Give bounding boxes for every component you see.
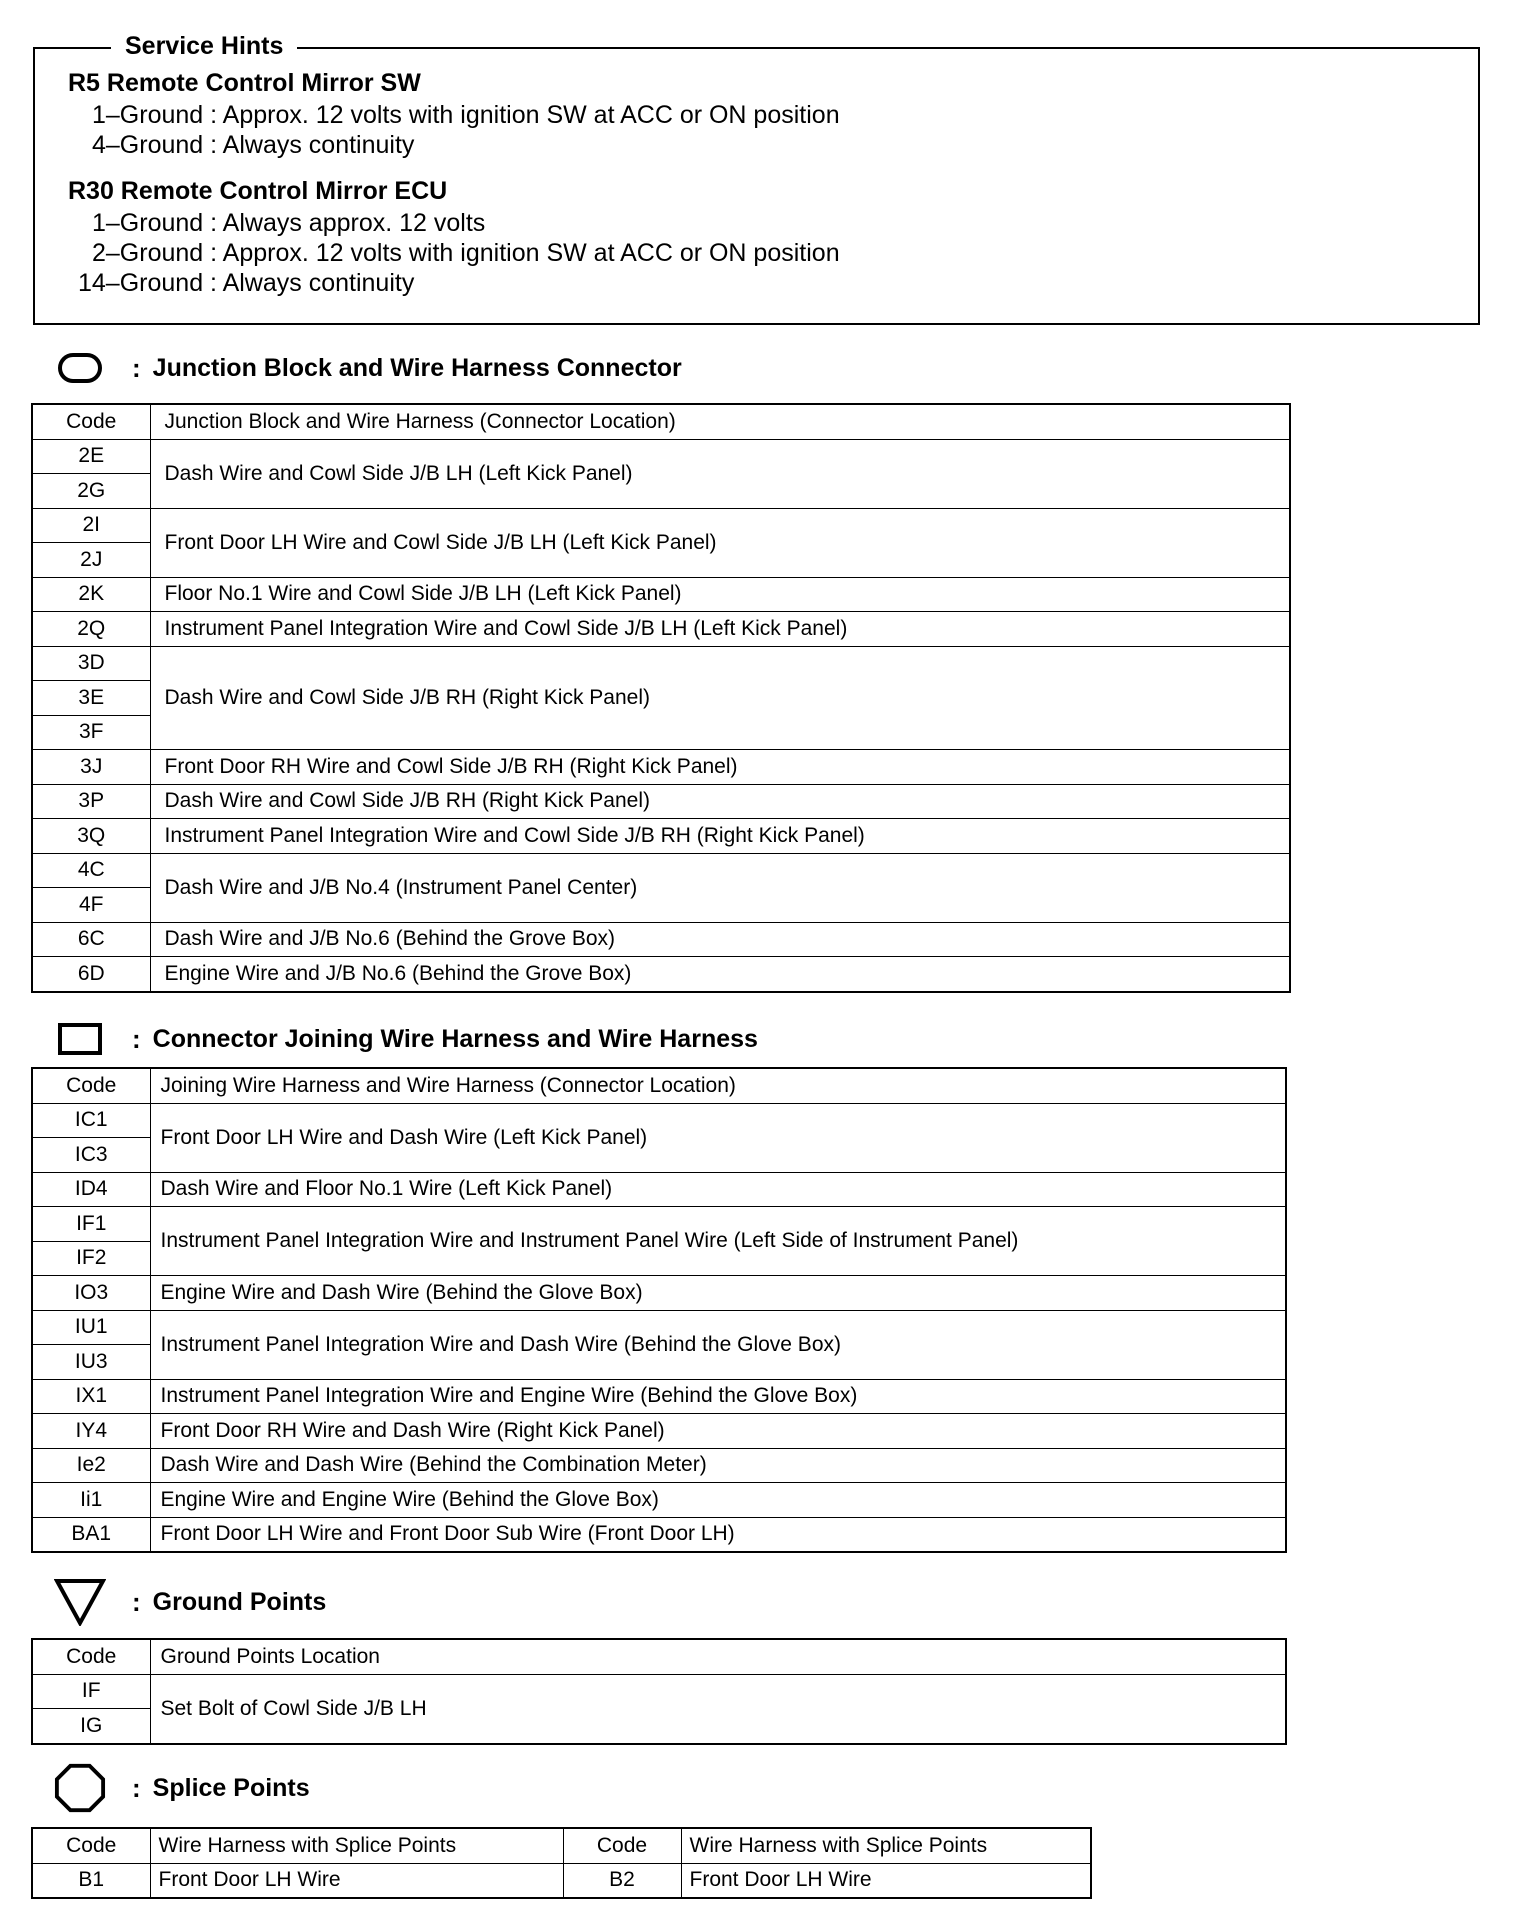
header-desc: Junction Block and Wire Harness (Connector Location) <box>150 404 1290 439</box>
header-desc: Ground Points Location <box>150 1639 1286 1674</box>
code-cell: 6C <box>32 922 150 957</box>
section-colon: : <box>132 352 141 383</box>
header-desc: Wire Harness with Splice Points <box>150 1828 563 1863</box>
table-row <box>32 1207 1286 1242</box>
code-cell: B2 <box>563 1863 681 1898</box>
table-row <box>32 508 1290 543</box>
hint-heading-r5: R5 Remote Control Mirror SW <box>68 69 421 97</box>
desc-cell: Front Door RH Wire and Cowl Side J/B RH (Right Kick Panel) <box>150 750 1290 785</box>
table-row <box>32 1448 1286 1483</box>
square-icon <box>54 1019 106 1059</box>
code-cell: IU3 <box>32 1345 150 1380</box>
hint-pin: 4–Ground : <box>92 131 218 159</box>
connector-table <box>31 1067 1287 1553</box>
splice-table <box>31 1827 1092 1899</box>
code-cell: 3E <box>32 681 150 716</box>
triangle-icon <box>54 1582 106 1622</box>
table-row <box>32 1414 1286 1449</box>
desc-cell: Dash Wire and Dash Wire (Behind the Combination Meter) <box>150 1448 1286 1483</box>
header-code: Code <box>32 1068 150 1103</box>
desc-cell: Engine Wire and Dash Wire (Behind the Glove Box) <box>150 1276 1286 1311</box>
service-hints-title: Service Hints <box>111 30 297 62</box>
code-cell: Ii1 <box>32 1483 150 1518</box>
table-row <box>32 1276 1286 1311</box>
ground-section-header <box>54 1582 326 1622</box>
table-row <box>32 1674 1286 1709</box>
section-colon: : <box>132 1023 141 1054</box>
desc-cell: Front Door LH Wire <box>681 1863 1091 1898</box>
table-row <box>32 853 1290 888</box>
junction-section-title: Junction Block and Wire Harness Connector <box>152 353 682 382</box>
hint-text: Always approx. 12 volts <box>222 209 486 237</box>
table-row <box>32 957 1290 992</box>
code-cell: IF1 <box>32 1207 150 1242</box>
table-row <box>32 577 1290 612</box>
code-cell: IC1 <box>32 1103 150 1138</box>
hint-text: Always continuity <box>222 269 415 297</box>
desc-cell: Instrument Panel Integration Wire and Instrument Panel Wire (Left Side of Instrument Panel) <box>150 1207 1286 1276</box>
connector-section-title: Connector Joining Wire Harness and Wire Harness <box>152 1024 758 1053</box>
desc-cell: Dash Wire and Cowl Side J/B LH (Left Kick Panel) <box>150 439 1290 508</box>
header-code: Code <box>32 404 150 439</box>
code-cell: IX1 <box>32 1379 150 1414</box>
hint-line <box>92 208 485 238</box>
rounded-rect-icon <box>54 348 106 388</box>
header-code: Code <box>32 1828 150 1863</box>
desc-cell: Dash Wire and Cowl Side J/B RH (Right Kick Panel) <box>150 646 1290 750</box>
table-row <box>32 1103 1286 1138</box>
hint-text: Approx. 12 volts with ignition SW at ACC or ON position <box>222 101 840 129</box>
code-cell: 3J <box>32 750 150 785</box>
desc-cell: Dash Wire and J/B No.4 (Instrument Panel Center) <box>150 853 1290 922</box>
junction-table <box>31 403 1291 993</box>
hint-pin: 2–Ground : <box>92 239 218 267</box>
table-row <box>32 1483 1286 1518</box>
hint-line <box>92 100 840 130</box>
code-cell: IY4 <box>32 1414 150 1449</box>
desc-cell: Dash Wire and Cowl Side J/B RH (Right Kick Panel) <box>150 784 1290 819</box>
table-row <box>32 1379 1286 1414</box>
desc-cell: Front Door LH Wire and Cowl Side J/B LH (Left Kick Panel) <box>150 508 1290 577</box>
code-cell: 6D <box>32 957 150 992</box>
desc-cell: Instrument Panel Integration Wire and Cowl Side J/B LH (Left Kick Panel) <box>150 612 1290 647</box>
splice-section-header <box>54 1768 310 1808</box>
hint-line <box>92 238 840 268</box>
section-colon: : <box>132 1772 141 1803</box>
code-cell: 4C <box>32 853 150 888</box>
table-row <box>32 784 1290 819</box>
code-cell: 3Q <box>32 819 150 854</box>
table-row <box>32 1863 1091 1898</box>
code-cell: Ie2 <box>32 1448 150 1483</box>
table-header-row <box>32 1828 1091 1863</box>
code-cell: 4F <box>32 888 150 923</box>
table-row <box>32 612 1290 647</box>
code-cell: 2I <box>32 508 150 543</box>
table-row <box>32 439 1290 474</box>
desc-cell: Instrument Panel Integration Wire and Cowl Side J/B RH (Right Kick Panel) <box>150 819 1290 854</box>
code-cell: IF <box>32 1674 150 1709</box>
hint-text: Always continuity <box>222 131 415 159</box>
splice-section-title: Splice Points <box>152 1773 310 1802</box>
code-cell: ID4 <box>32 1172 150 1207</box>
desc-cell: Engine Wire and Engine Wire (Behind the Glove Box) <box>150 1483 1286 1518</box>
hint-text: Approx. 12 volts with ignition SW at ACC or ON position <box>222 239 840 267</box>
table-row <box>32 922 1290 957</box>
junction-section-header <box>54 348 682 388</box>
table-row <box>32 750 1290 785</box>
table-row <box>32 819 1290 854</box>
desc-cell: Instrument Panel Integration Wire and Engine Wire (Behind the Glove Box) <box>150 1379 1286 1414</box>
desc-cell: Front Door LH Wire <box>150 1863 563 1898</box>
ground-section-title: Ground Points <box>152 1587 327 1616</box>
code-cell: IU1 <box>32 1310 150 1345</box>
desc-cell: Instrument Panel Integration Wire and Dash Wire (Behind the Glove Box) <box>150 1310 1286 1379</box>
ground-table <box>31 1638 1287 1745</box>
octagon-icon <box>54 1768 106 1808</box>
code-cell: 3F <box>32 715 150 750</box>
code-cell: 3D <box>32 646 150 681</box>
hint-heading-r30: R30 Remote Control Mirror ECU <box>68 177 448 205</box>
desc-cell: Front Door LH Wire and Front Door Sub Wire (Front Door LH) <box>150 1517 1286 1552</box>
code-cell: BA1 <box>32 1517 150 1552</box>
code-cell: IO3 <box>32 1276 150 1311</box>
table-header-row <box>32 1639 1286 1674</box>
code-cell: 3P <box>32 784 150 819</box>
desc-cell: Front Door RH Wire and Dash Wire (Right Kick Panel) <box>150 1414 1286 1449</box>
desc-cell: Dash Wire and J/B No.6 (Behind the Grove Box) <box>150 922 1290 957</box>
table-header-row <box>32 1068 1286 1103</box>
code-cell: 2E <box>32 439 150 474</box>
hint-line <box>78 268 414 298</box>
desc-cell: Dash Wire and Floor No.1 Wire (Left Kick Panel) <box>150 1172 1286 1207</box>
hint-pin: 14–Ground : <box>78 269 217 297</box>
desc-cell: Floor No.1 Wire and Cowl Side J/B LH (Left Kick Panel) <box>150 577 1290 612</box>
hint-line <box>92 130 414 160</box>
header-code: Code <box>563 1828 681 1863</box>
code-cell: 2Q <box>32 612 150 647</box>
header-code: Code <box>32 1639 150 1674</box>
hint-pin: 1–Ground : <box>92 101 218 129</box>
table-row <box>32 646 1290 681</box>
code-cell: 2K <box>32 577 150 612</box>
hint-pin: 1–Ground : <box>92 209 218 237</box>
header-desc: Joining Wire Harness and Wire Harness (Connector Location) <box>150 1068 1286 1103</box>
table-header-row <box>32 404 1290 439</box>
desc-cell: Set Bolt of Cowl Side J/B LH <box>150 1674 1286 1744</box>
code-cell: IG <box>32 1709 150 1744</box>
header-desc: Wire Harness with Splice Points <box>681 1828 1091 1863</box>
code-cell: IC3 <box>32 1138 150 1173</box>
section-colon: : <box>132 1586 141 1617</box>
code-cell: IF2 <box>32 1241 150 1276</box>
desc-cell: Engine Wire and J/B No.6 (Behind the Grove Box) <box>150 957 1290 992</box>
code-cell: 2J <box>32 543 150 578</box>
code-cell: 2G <box>32 474 150 509</box>
table-row <box>32 1172 1286 1207</box>
connector-section-header <box>54 1019 758 1059</box>
code-cell: B1 <box>32 1863 150 1898</box>
desc-cell: Front Door LH Wire and Dash Wire (Left Kick Panel) <box>150 1103 1286 1172</box>
table-row <box>32 1310 1286 1345</box>
table-row <box>32 1517 1286 1552</box>
